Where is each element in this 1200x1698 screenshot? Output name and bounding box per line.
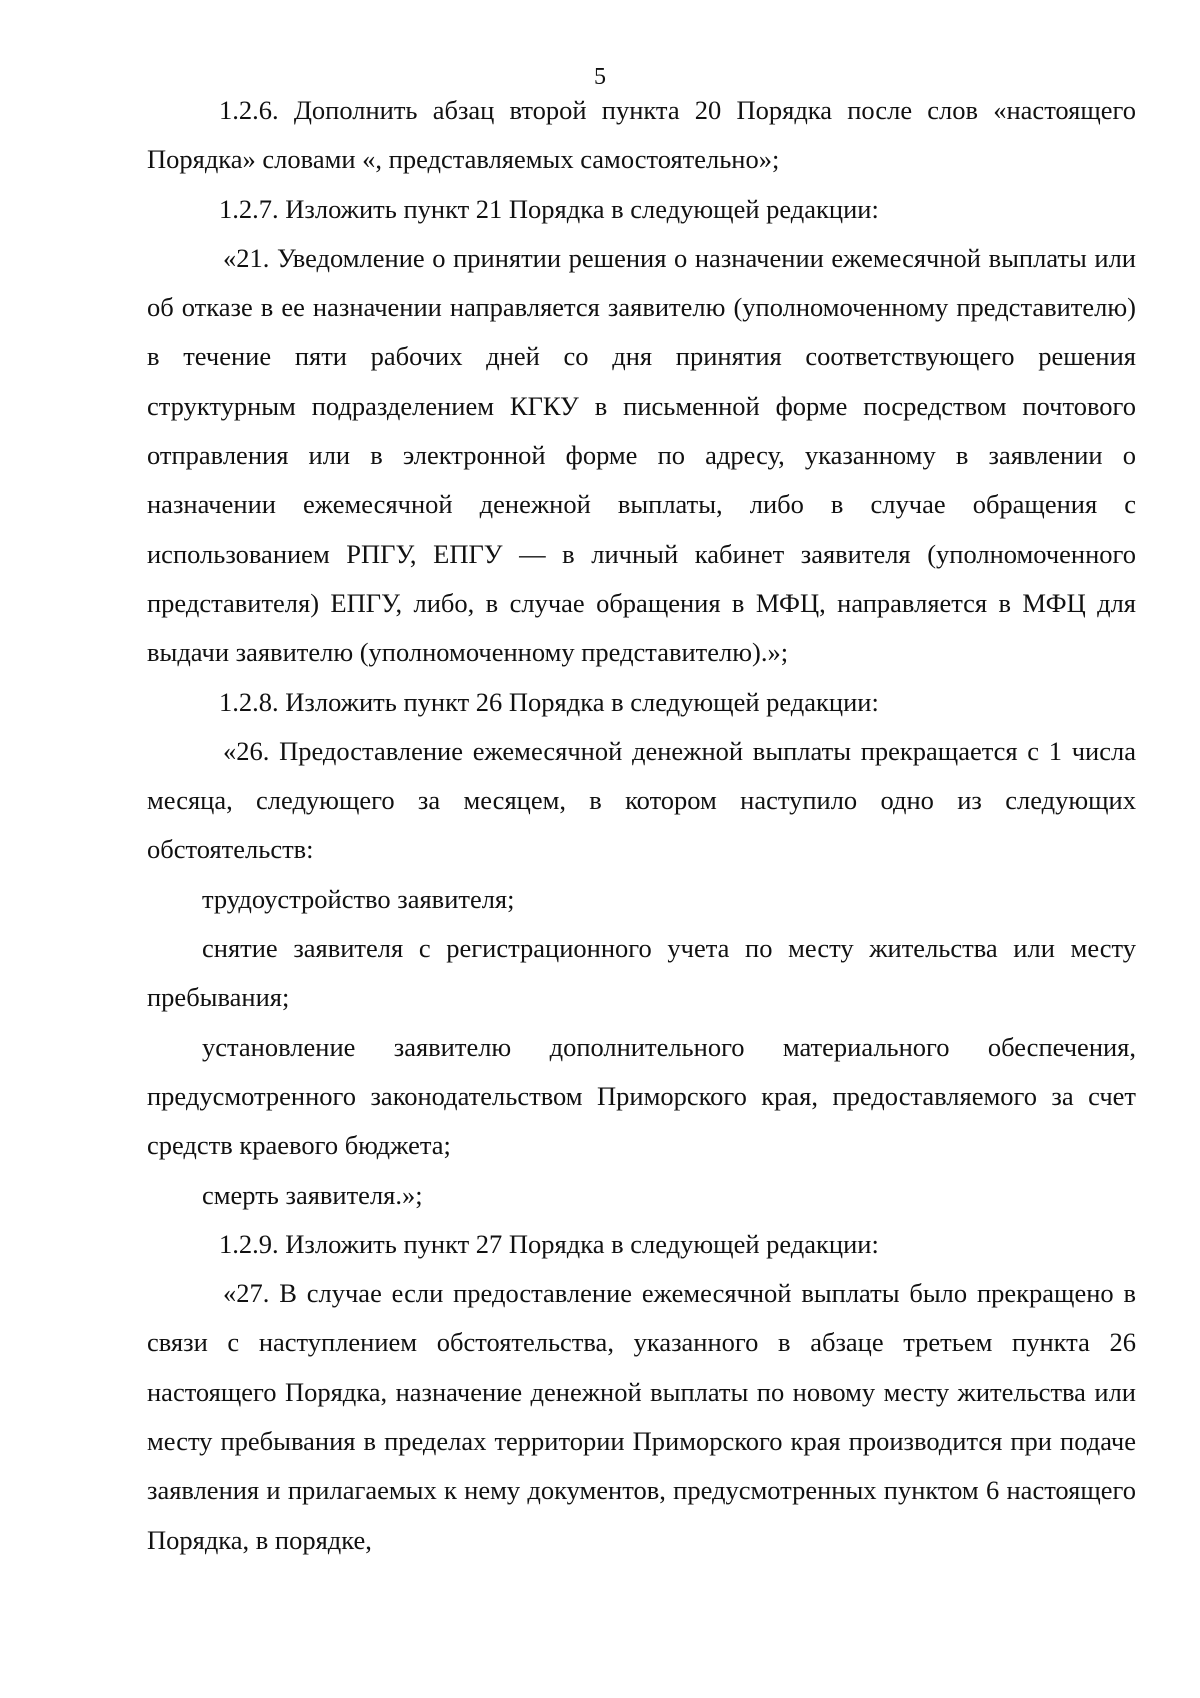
page-number: 5 — [594, 64, 606, 90]
paragraph-clause-21: «21. Уведомление о принятии решения о назначении ежемесячной выплаты или об отказе в ее назначении направляется заявителю (уполномоченному представителю) в течение пяти рабочих дней со дня принятия соответствующего решения структурным подразделением КГКУ в письменной форме посредством почтового отправления или в электронной форме по адресу, указанному в заявлении о назначении ежемесячной денежной выплаты, либо в случае обращения с использованием РПГУ, ЕПГУ — в личный кабинет заявителя (уполномоченного представителя) ЕПГУ, либо, в случае обращения в МФЦ, направляется в МФЦ для выдачи заявителю (уполномоченному представителю).»; — [147, 242, 1136, 668]
list-item-death: смерть заявителя.»; — [202, 1179, 423, 1210]
paragraph-clause-26: «26. Предоставление ежемесячной денежной выплаты прекращается с 1 числа месяца, следующего за месяцем, в котором наступило одно из следующих обстоятельств: — [147, 735, 1136, 865]
paragraph-1-2-9: 1.2.9. Изложить пункт 27 Порядка в следующей редакции: — [219, 1228, 879, 1259]
paragraph-1-2-6: 1.2.6. Дополнить абзац второй пункта 20 Порядка после слов «настоящего Порядка» словами «, представляемых самостоятельно»; — [147, 95, 1136, 175]
document-body — [147, 86, 1136, 1565]
list-item-deregistration: снятие заявителя с регистрационного учета по месту жительства или месту пребывания; — [147, 933, 1136, 1013]
list-item-employment: трудоустройство заявителя; — [202, 883, 515, 914]
paragraph-1-2-8: 1.2.8. Изложить пункт 26 Порядка в следующей редакции: — [219, 686, 879, 717]
list-item-additional-support: установление заявителю дополнительного материального обеспечения, предусмотренного законодательством Приморского края, предоставляемого за счет средств краевого бюджета; — [147, 1031, 1136, 1161]
paragraph-1-2-7: 1.2.7. Изложить пункт 21 Порядка в следующей редакции: — [219, 193, 879, 224]
paragraph-clause-27: «27. В случае если предоставление ежемесячной выплаты было прекращено в связи с наступлением обстоятельства, указанного в абзаце третьем пункта 26 настоящего Порядка, назначение денежной выплаты по новому месту жительства или месту пребывания в пределах территории Приморского края производится при подаче заявления и прилагаемых к нему документов, предусмотренных пунктом 6 настоящего Порядка, в порядке, — [147, 1278, 1136, 1555]
